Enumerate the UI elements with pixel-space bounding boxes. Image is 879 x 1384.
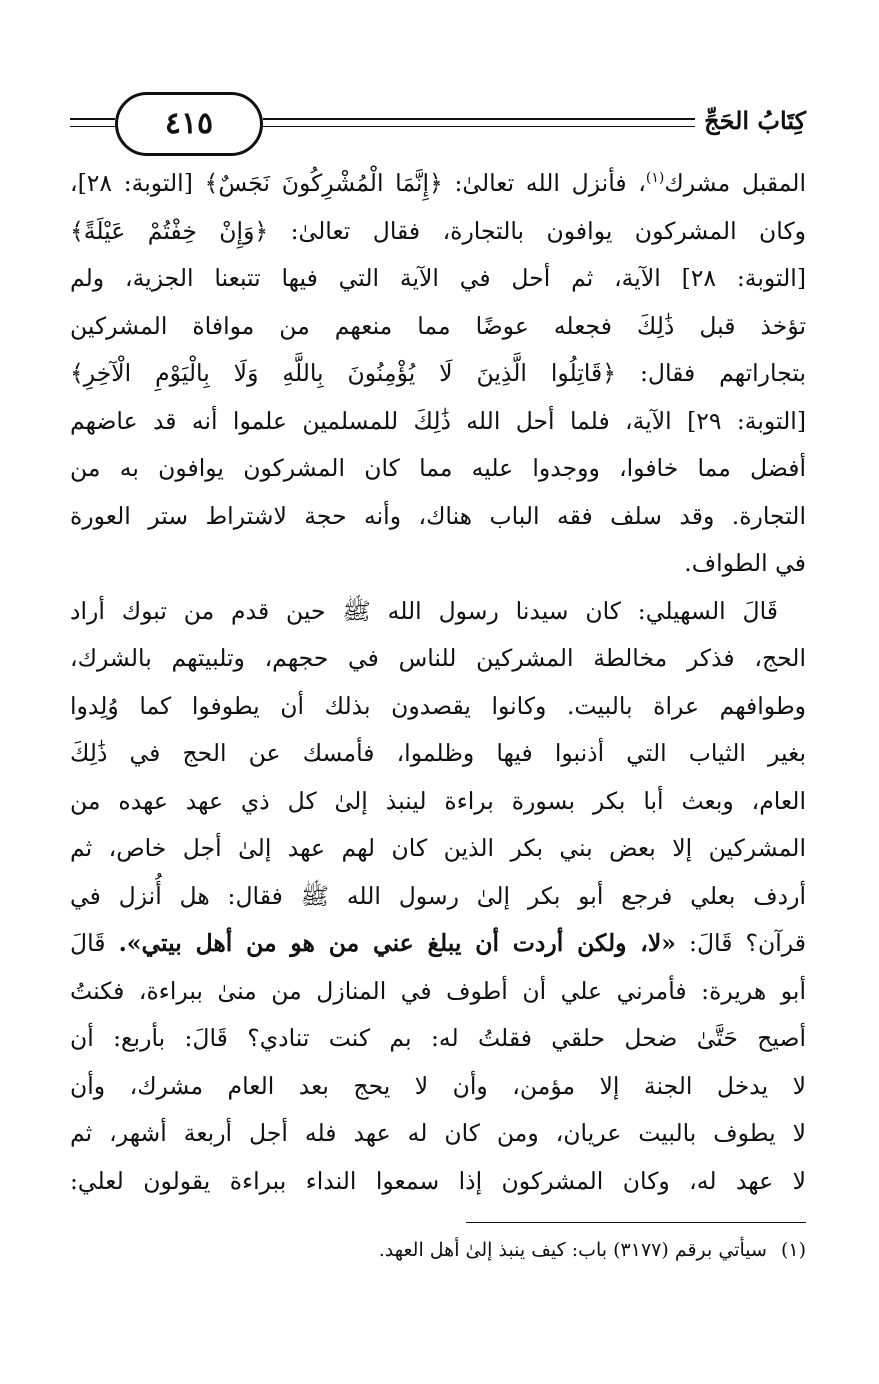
text-line-12: وطوافهم عراة بالبيت. وكانوا يقصدون بذلك أن يطوفوا كما وُلِدوا	[70, 691, 806, 720]
text-line-4: تؤخذ قبل ذَٰلِكَ فجعله عوضًا مما منعهم من موافاة المشركين	[70, 311, 806, 340]
text-line-22: لا عهد له، وكان المشركون إذا سمعوا النداء ببراءة يقولون لعلي:	[70, 1166, 806, 1195]
page-header	[70, 92, 806, 162]
hadith-quote: «لا، ولكن أردت أن يبلغ عني من هو من أهل بيتي».	[118, 929, 676, 957]
header-rule-middle-outer	[263, 118, 695, 120]
header-rule-left-outer	[70, 118, 115, 120]
text-line-15: المشركين إلا بعض بني بكر الذين كان لهم عهد إلىٰ أجل خاص، ثم	[70, 834, 806, 862]
text-line-17: قرآن؟ قَالَ: «لا، ولكن أردت أن يبلغ عني من هو من أهل بيتي». قَالَ	[70, 929, 806, 957]
footnote	[70, 1234, 806, 1266]
text-line-6: [التوبة: ٢٩] الآية، فلما أحل الله ذَٰلِكَ للمسلمين علموا أنه قد عاضهم	[70, 406, 807, 435]
footnote-text: سيأتي برقم (٣١٧٧) باب: كيف ينبذ إلىٰ أهل العهد.	[378, 1239, 767, 1261]
header-rule-left-inner	[70, 126, 115, 127]
text-line-19: أصيح حَتَّىٰ ضحل حلقي فقلتُ له: بم كنت تنادي؟ قَالَ: بأربع: أن	[70, 1024, 806, 1052]
footnote-number: (١)	[780, 1239, 806, 1261]
text-line-8: التجارة. وقد سلف فقه الباب هناك، وأنه حجة لاشتراط ستر العورة	[70, 501, 806, 530]
book-title: كِتَابُ الحَجِّ	[704, 106, 806, 135]
text-line-16: أردف بعلي فرجع أبو بكر إلىٰ رسول الله ﷺ فقال: هل أُنزل في	[70, 881, 806, 910]
text-line-5: بتجاراتهم فقال: ﴿قَاتِلُوا الَّذِينَ لَا يُؤْمِنُونَ بِاللَّهِ وَلَا بِالْيَوْمِ الْآخِرِ﴾	[70, 359, 806, 387]
text-line-9: في الطواف.	[684, 549, 806, 577]
text-line-20: لا يدخل الجنة إلا مؤمن، وأن لا يحج بعد العام مشرك، وأن	[70, 1071, 806, 1100]
text-line-3: [التوبة: ٢٨] الآية، ثم أحل في الآية التي فيها تتبعنا الجزية، ولم	[70, 264, 806, 292]
body-text	[70, 160, 806, 1205]
footnote-separator	[466, 1222, 806, 1223]
page-number-badge	[115, 92, 263, 156]
text-line-2: وكان المشركون يوافون بالتجارة، فقال تعالىٰ: ﴿وَإِنْ خِفْتُمْ عَيْلَةً﴾	[70, 216, 806, 245]
text-line-18: أبو هريرة: فأمرني علي أن أطوف في المنازل من منىٰ ببراءة، فكنتُ	[70, 976, 806, 1005]
text-line-13: بغير الثياب التي أذنبوا فيها وظلموا، فأمسك عن الحج في ذَٰلِكَ	[70, 739, 806, 767]
text-line-1: المقبل مشرك$^{(١)}$، فأنزل الله تعالىٰ: ﴿إِنَّمَا الْمُشْرِكُونَ نَجَسٌ﴾ [التوبة: ٢٨]،	[70, 169, 806, 197]
footnote-reference[interactable]: (١)	[645, 170, 665, 187]
page-number: ٤١٥	[164, 106, 214, 141]
text-line-10: قَالَ السهيلي: كان سيدنا رسول الله ﷺ حين قدم من تبوك أراد	[70, 596, 778, 625]
text-line-21: لا يطوف بالبيت عريان، ومن كان له عهد فله أجل أربعة أشهر، ثم	[70, 1119, 806, 1147]
header-rule-middle-inner	[263, 126, 695, 127]
text-line-7: أفضل مما خافوا، ووجدوا عليه مما كان المشركون يوافون به من	[70, 454, 806, 482]
text-line-11: الحج، فذكر مخالطة المشركين للناس في حجهم، وتلبيتهم بالشرك،	[70, 644, 806, 672]
text-line-14: العام، وبعث أبا بكر بسورة براءة لينبذ إلىٰ كل ذي عهد عهده من	[70, 786, 806, 815]
